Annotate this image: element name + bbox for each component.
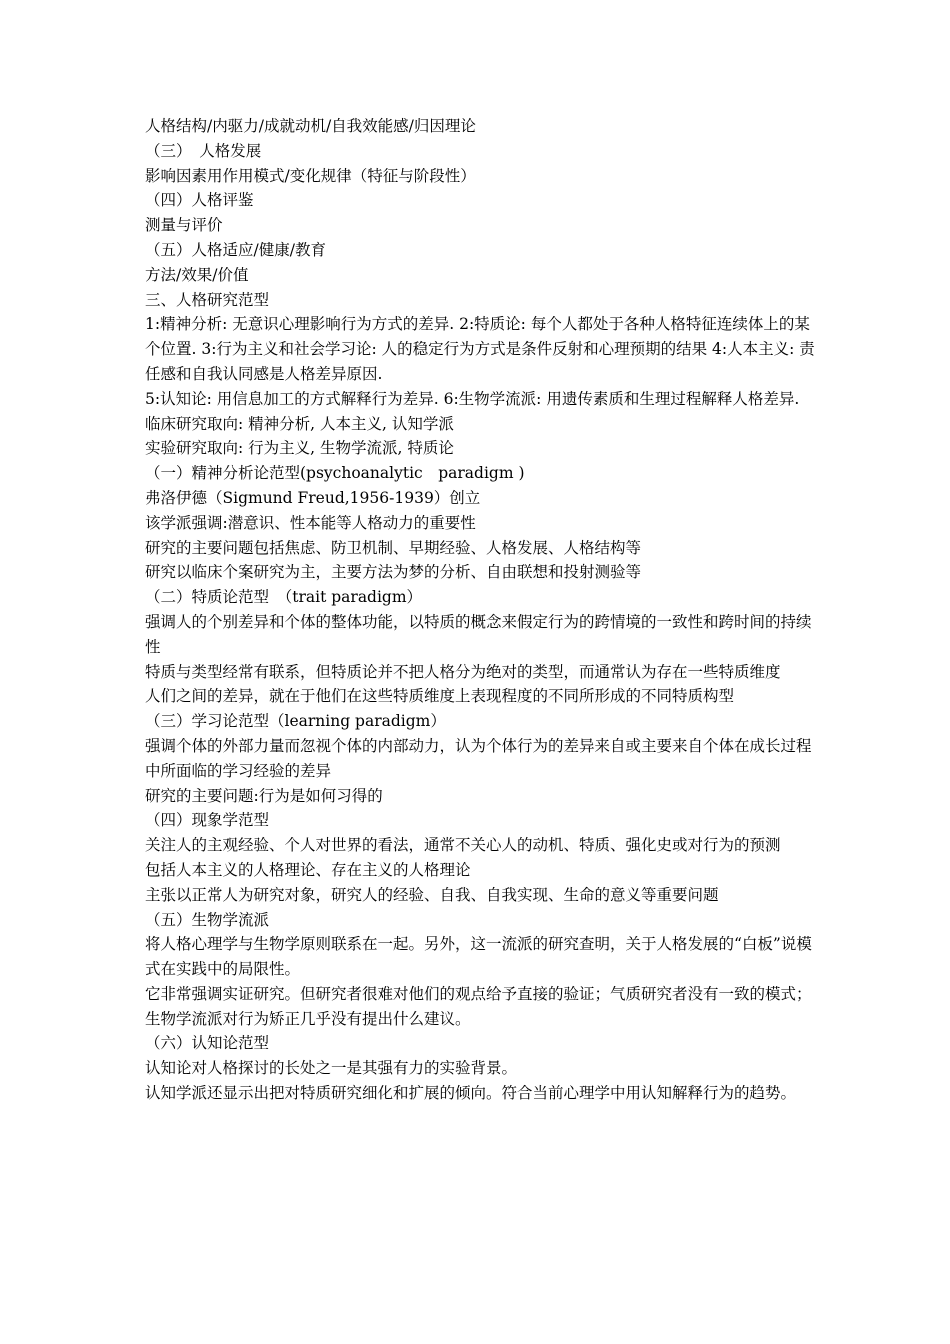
paragraph: 认知学派还显示出把对特质研究细化和扩展的倾向。符合当前心理学中用认知解释行为的趋势。 [145, 1084, 797, 1103]
paragraph: 影响因素用作用模式/变化规律（特征与阶段性） [145, 166, 476, 185]
paragraph: 包括人本主义的人格理论、存在主义的人格理论 [145, 860, 471, 879]
section-heading: （四）人格评鉴 [145, 191, 254, 210]
paragraph: 测量与评价 [145, 216, 223, 235]
section-heading: （三）学习论范型（learning paradigm） [145, 712, 446, 731]
section-heading: 三、人格研究范型 [145, 290, 270, 309]
paragraph: 研究的主要问题:行为是如何习得的 [145, 786, 383, 805]
paragraph: 它非常强调实证研究。但研究者很难对他们的观点给予直接的验证；气质研究者没有一致的模式；生物学流派对行为矫正几乎没有提出什么建议。 [145, 984, 812, 1028]
document-body [145, 114, 815, 1106]
paragraph: 将人格心理学与生物学原则联系在一起。另外，这一流派的研究查明，关于人格发展的“白板”说模式在实践中的局限性。 [145, 935, 812, 979]
paragraph: 该学派强调:潜意识、性本能等人格动力的重要性 [145, 513, 476, 532]
paragraph: 关注人的主观经验、个人对世界的看法，通常不关心人的动机、特质、强化史或对行为的预测 [145, 836, 781, 855]
paragraph: 弗洛伊德（Sigmund Freud,1956-1939）创立 [145, 488, 481, 507]
paragraph: 强调个体的外部力量而忽视个体的内部动力，认为个体行为的差异来自或主要来自个体在成长过程中所面临的学习经验的差异 [145, 736, 812, 780]
paragraph: 研究以临床个案研究为主，主要方法为梦的分析、自由联想和投射测验等 [145, 563, 642, 582]
section-heading: （五）生物学流派 [145, 910, 270, 929]
paragraph: 强调人的个别差异和个体的整体功能，以特质的概念来假定行为的跨情境的一致性和跨时间的持续性 [145, 612, 812, 656]
paragraph: 实验研究取向: 行为主义, 生物学流派, 特质论 [145, 439, 454, 458]
paragraph: 研究的主要问题包括焦虑、防卫机制、早期经验、人格发展、人格结构等 [145, 538, 642, 557]
section-heading: （一）精神分析论范型(psychoanalytic paradigm ) [145, 464, 525, 483]
paragraph: 主张以正常人为研究对象，研究人的经验、自我、自我实现、生命的意义等重要问题 [145, 885, 719, 904]
paragraph: 认知论对人格探讨的长处之一是其强有力的实验背景。 [145, 1059, 518, 1078]
paragraph: 人格结构/内驱力/成就动机/自我效能感/归因理论 [145, 117, 476, 135]
paragraph: 1:精神分析: 无意识心理影响行为方式的差异. 2:特质论: 每个人都处于各种人格特征连续体上的某个位置. 3:行为主义和社会学习论: 人的稳定行为方式是条件反射和心理预期的结果 4:人本主义: 责任感和自我认同感是人格差异原因. [145, 315, 815, 383]
section-heading: （六）认知论范型 [145, 1034, 270, 1053]
section-heading: （五）人格适应/健康/教育 [145, 240, 326, 259]
paragraph: 人们之间的差异，就在于他们在这些特质维度上表现程度的不同所形成的不同特质构型 [145, 687, 735, 706]
section-heading: （二）特质论范型 （trait paradigm） [145, 588, 423, 607]
paragraph: 方法/效果/价值 [145, 265, 249, 284]
paragraph: 临床研究取向: 精神分析, 人本主义, 认知学派 [145, 414, 454, 433]
paragraph: 5:认知论: 用信息加工的方式解释行为差异. 6:生物学流派: 用遗传素质和生理过程解释人格差异. [145, 389, 800, 408]
paragraph: 特质与类型经常有联系，但特质论并不把人格分为绝对的类型，而通常认为存在一些特质维度 [145, 662, 781, 681]
section-heading: （三） 人格发展 [145, 141, 262, 160]
section-heading: （四）现象学范型 [145, 811, 270, 830]
